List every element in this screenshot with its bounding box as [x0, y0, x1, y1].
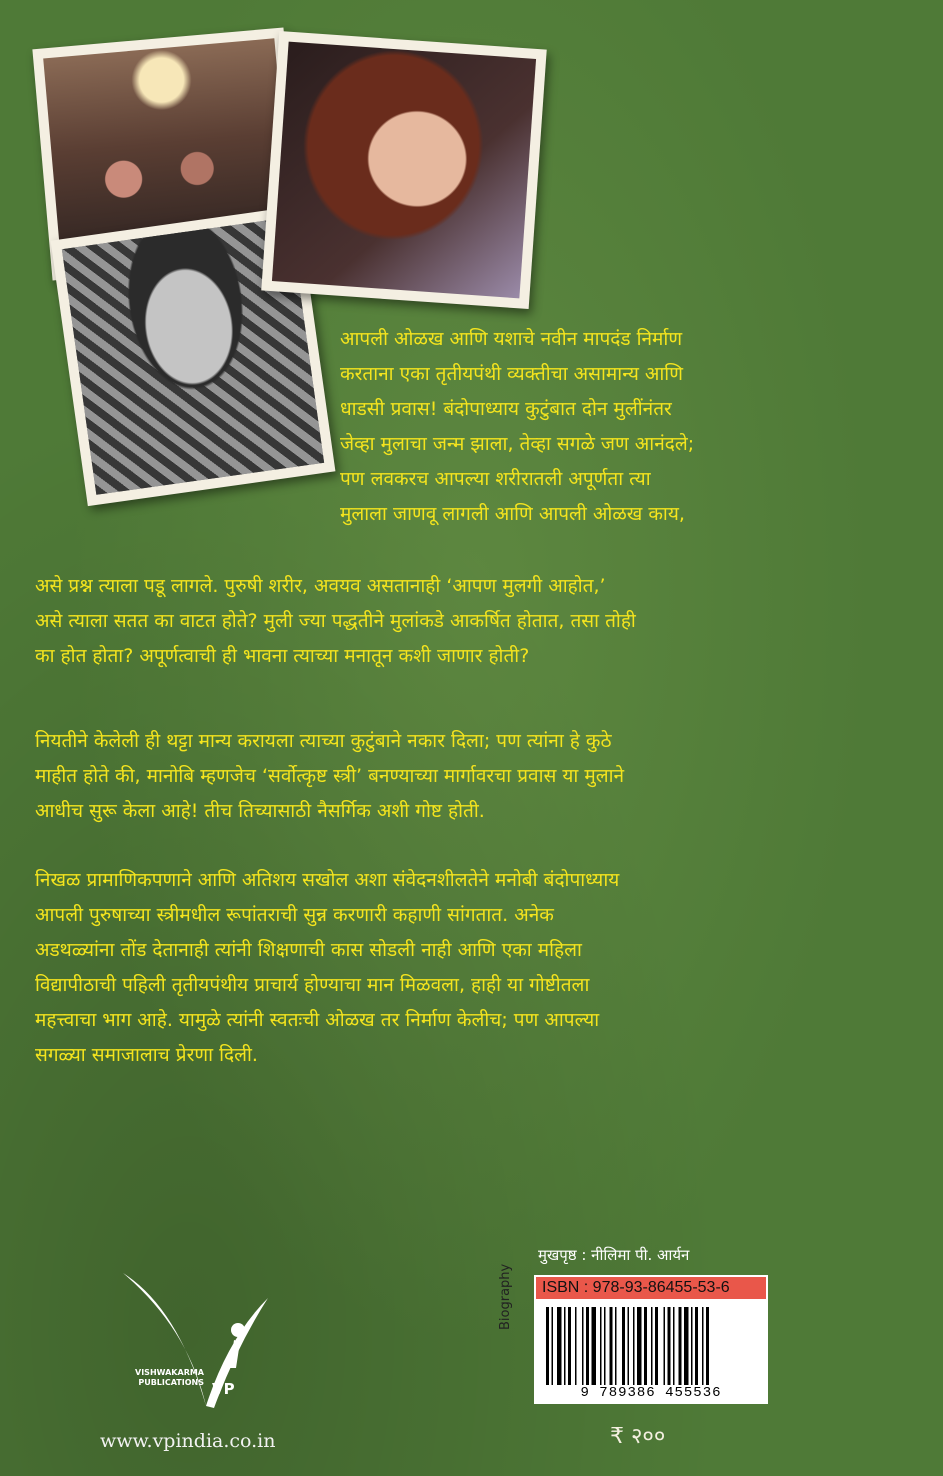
blurb-line: विद्यापीठाची पहिली तृतीयपंथीय प्राचार्य होण्याचा मान मिळवला, हाही या गोष्टीतला: [35, 974, 590, 996]
blurb-paragraph-2: [35, 724, 910, 829]
isbn-label-box: [534, 1275, 768, 1301]
blurb-line: अडथळ्यांना तोंड देतानाही त्यांनी शिक्षणाची कास सोडली नाही आणि एका महिला: [35, 939, 582, 961]
barcode-digits: 9 789386 455536: [580, 1385, 722, 1401]
blurb-line: सगळ्या समाजालाच प्रेरणा दिली.: [35, 1044, 258, 1066]
blurb-line: का होत होता? अपूर्णत्वाची ही भावना त्याच्या मनातून कशी जाणार होती?: [35, 645, 530, 667]
photo-woman: [261, 31, 546, 309]
blurb-line: माहीत होते की, मानोबि म्हणजेच ‘सर्वोत्कृष्ट स्त्री’ बनण्याच्या मार्गावरचा प्रवास या मुलाने: [35, 765, 625, 787]
price: ₹ २००: [610, 1424, 666, 1449]
publisher-initials: VP: [212, 1380, 235, 1398]
publisher-name: [94, 1368, 204, 1388]
blurb-line: नियतीने केलेली ही थट्टा मान्य करायला त्याच्या कुटुंबाने नकार दिला; पण त्यांना हे कुठे: [35, 730, 612, 752]
blurb-line: मुलाला जाणवू लागली आणि आपली ओळख काय,: [340, 503, 685, 525]
blurb-paragraph-1-top: [340, 322, 910, 532]
blurb-line: करताना एका तृतीयपंथी व्यक्तीचा असामान्य आणि: [340, 363, 683, 385]
publisher-website: www.vpindia.co.in: [100, 1430, 276, 1452]
publisher-name-line2: PUBLICATIONS: [138, 1378, 204, 1387]
vp-logo-icon: [118, 1268, 288, 1418]
blurb-line: जेव्हा मुलाचा जन्म झाला, तेव्हा सगळे जण आनंदले;: [340, 433, 695, 455]
barcode: [534, 1301, 768, 1404]
blurb-line: आपली ओळख आणि यशाचे नवीन मापदंड निर्माण: [340, 328, 683, 350]
blurb-paragraph-3: [35, 863, 910, 1073]
publisher-name-line1: VISHWAKARMA: [135, 1368, 204, 1377]
blurb-line: पण लवकरच आपल्या शरीरातली अपूर्णता त्या: [340, 468, 651, 490]
blurb-line: महत्त्वाचा भाग आहे. यामुळे त्यांनी स्वतःची ओळख तर निर्माण केलीच; पण आपल्या: [35, 1009, 600, 1031]
blurb-line: असे त्याला सतत का वाटत होते? मुली ज्या पद्धतीने मुलांकडे आकर्षित होतात, तसा तोही: [35, 610, 636, 632]
cover-credit: मुखपृष्ठ : नीलिमा पी. आर्यन: [538, 1246, 690, 1264]
blurb-paragraph-1-bottom: [35, 569, 910, 674]
isbn-text: ISBN : 978-93-86455-53-6: [542, 1279, 730, 1296]
blurb-line: असे प्रश्न त्याला पडू लागले. पुरुषी शरीर, अवयव असतानाही ‘आपण मुलगी आहोत,’: [35, 575, 606, 597]
blurb-line: आधीच सुरू केला आहे! तीच तिच्यासाठी नैसर्गिक अशी गोष्ट होती.: [35, 800, 485, 822]
blurb-line: निखळ प्रामाणिकपणाने आणि अतिशय सखोल अशा संवेदनशीलतेने मनोबी बंदोपाध्याय: [35, 869, 620, 891]
genre-label: Biography: [498, 1263, 513, 1330]
blurb-line: आपली पुरुषाच्या स्त्रीमधील रूपांतराची सुन्न करणारी कहाणी सांगतात. अनेक: [35, 904, 554, 926]
blurb-line: धाडसी प्रवास! बंदोपाध्याय कुटुंबात दोन मुलींनंतर: [340, 398, 672, 420]
barcode-bars: [546, 1307, 756, 1385]
